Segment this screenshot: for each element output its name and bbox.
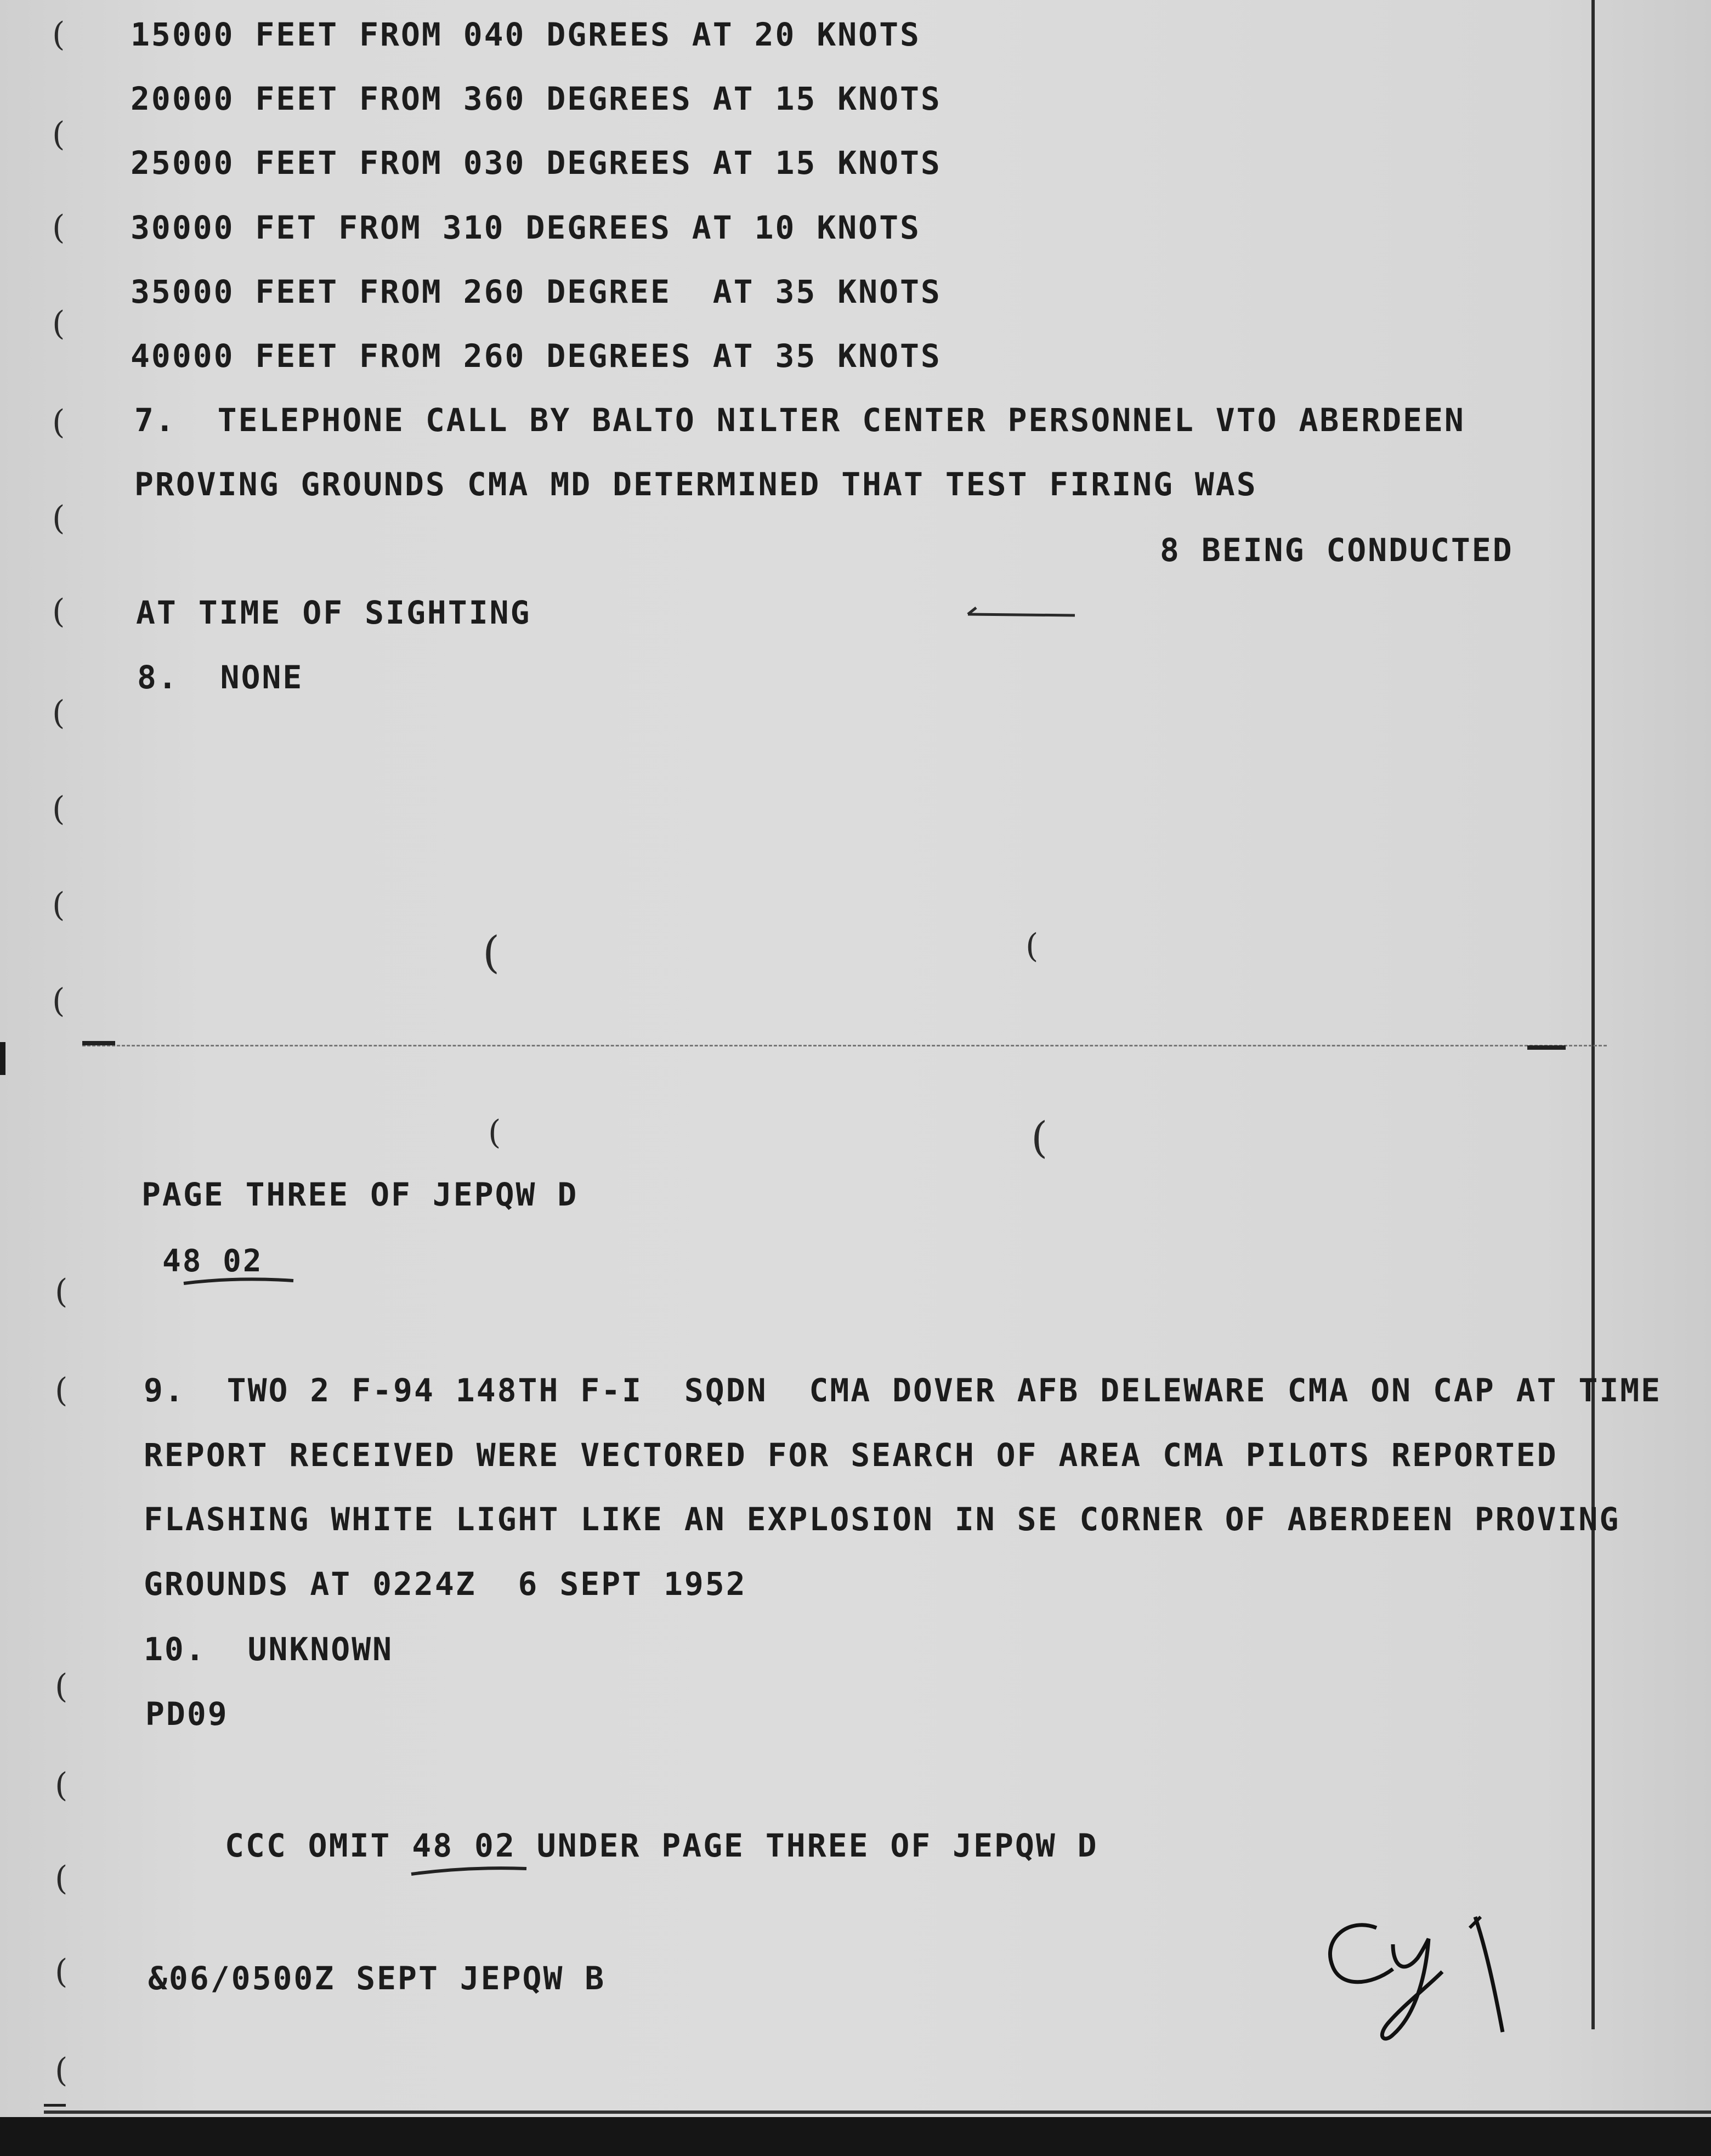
- underline-mark: [181, 1272, 296, 1289]
- margin-mark: (: [55, 2051, 68, 2090]
- item-9-line-3: FLASHING WHITE LIGHT LIKE AN EXPLOSION IN SE CORNER OF ABERDEEN PROVING: [144, 1501, 1621, 1538]
- margin-mark: (: [52, 403, 65, 442]
- margin-mark: (: [52, 886, 65, 924]
- scan-bottom-edge: [0, 2117, 1711, 2156]
- right-margin-rule: [1591, 0, 1595, 2029]
- arrow-mark: [965, 603, 1091, 625]
- page-header-group: 48 02: [162, 1243, 263, 1279]
- item-7-line-1: 7. TELEPHONE CALL BY BALTO NILTER CENTER PERSONNEL VTO ABERDEEN: [134, 401, 1465, 439]
- date-time-group: &06/0500Z SEPT JEPQW B: [148, 1960, 606, 1997]
- margin-mark: (: [55, 1859, 68, 1898]
- margin-mark: (: [55, 1272, 68, 1311]
- item-9-line-4: GROUNDS AT 0224Z 6 SEPT 1952: [144, 1565, 747, 1603]
- item-7-line-3: 8 BEING CONDUCTED: [1160, 531, 1514, 569]
- bottom-left-tick: [44, 2104, 66, 2107]
- perforation-tick-left: [82, 1041, 115, 1045]
- margin-mark: (: [52, 304, 65, 343]
- margin-mark: (: [55, 1766, 68, 1804]
- handwritten-signature: [1311, 1906, 1530, 2059]
- margin-mark: (: [483, 927, 500, 978]
- margin-mark: (: [52, 208, 65, 247]
- correction-line: CCC OMIT 48 02 UNDER PAGE THREE OF JEPQW D: [225, 1827, 1098, 1864]
- margin-mark: (: [52, 982, 65, 1020]
- page-header: PAGE THREE OF JEPQW D: [141, 1176, 579, 1213]
- margin-mark: (: [55, 1667, 68, 1706]
- item-7-line-2: PROVING GROUNDS CMA MD DETERMINED THAT TEST FIRING WAS: [134, 466, 1257, 503]
- margin-mark: (: [488, 1113, 501, 1152]
- underline-mark: [409, 1862, 529, 1878]
- item-7-line-4: AT TIME OF SIGHTING: [136, 594, 531, 631]
- part-designator: PD09: [145, 1695, 229, 1733]
- margin-mark: (: [55, 1953, 68, 1991]
- item-10: 10. UNKNOWN: [144, 1631, 394, 1668]
- item-9-line-2: REPORT RECEIVED WERE VECTORED FOR SEARCH OF AREA CMA PILOTS REPORTED: [144, 1436, 1558, 1474]
- margin-mark: (: [55, 1371, 68, 1410]
- winds-aloft-40000: 40000 FEET FROM 260 DEGREES AT 35 KNOTS: [131, 337, 942, 375]
- perforation-line: [82, 1045, 1607, 1046]
- margin-mark: (: [52, 592, 65, 631]
- item-9-line-1: 9. TWO 2 F-94 148TH F-I SQDN CMA DOVER AFB DELEWARE CMA ON CAP AT TIME: [144, 1372, 1662, 1409]
- winds-aloft-15000: 15000 FEET FROM 040 DGREES AT 20 KNOTS: [131, 16, 921, 53]
- perforation-tick-right: [1527, 1045, 1566, 1050]
- margin-mark: (: [52, 115, 65, 154]
- margin-mark: (: [1026, 927, 1039, 965]
- margin-mark: (: [52, 15, 65, 54]
- left-edge-mark: [0, 1042, 5, 1075]
- winds-aloft-30000: 30000 FET FROM 310 DEGREES AT 10 KNOTS: [131, 209, 921, 246]
- margin-mark: (: [52, 694, 65, 732]
- winds-aloft-20000: 20000 FEET FROM 360 DEGREES AT 15 KNOTS: [131, 80, 942, 117]
- item-8: 8. NONE: [137, 659, 304, 696]
- winds-aloft-25000: 25000 FEET FROM 030 DEGREES AT 15 KNOTS: [131, 144, 942, 182]
- winds-aloft-35000: 35000 FEET FROM 260 DEGREE AT 35 KNOTS: [131, 273, 942, 310]
- margin-mark: (: [52, 499, 65, 537]
- margin-mark: (: [52, 790, 65, 828]
- bottom-rule: [44, 2110, 1711, 2114]
- margin-mark: (: [1031, 1113, 1048, 1163]
